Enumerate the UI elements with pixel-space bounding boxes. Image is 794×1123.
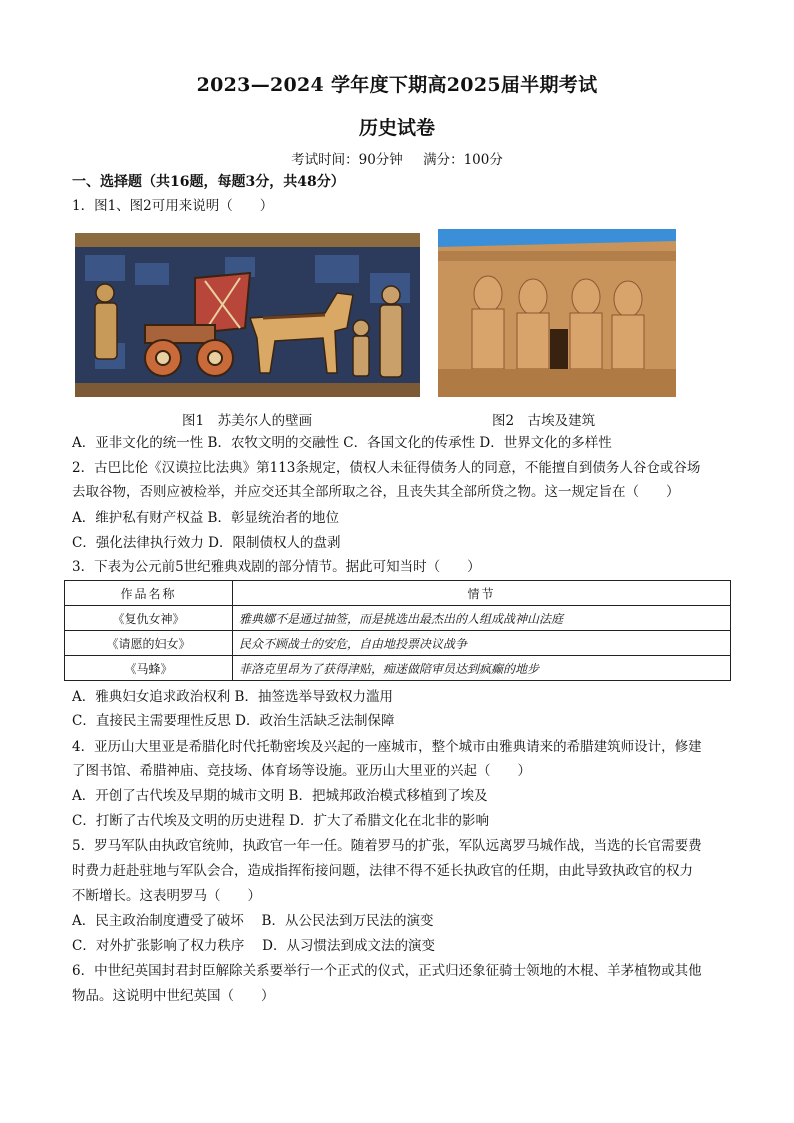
- table-cell-work: 《马蜂》: [65, 656, 233, 681]
- table-row: [65, 656, 731, 681]
- section-heading: 一、选择题（共16题，每题3分，共48分）: [72, 174, 345, 190]
- q4-stem-line1: 4．亚历山大里亚是希腊化时代托勒密埃及兴起的一座城市，整个城市由雅典请来的希腊建筑师设计，修建: [72, 739, 702, 755]
- table-cell-plot: 雅典娜不是通过抽签，而是挑选出最杰出的人组成战神山法庭: [233, 606, 731, 631]
- table-row: [65, 631, 731, 656]
- figure1-sumerian-mural: [75, 233, 420, 397]
- q3-stem: 3．下表为公元前5世纪雅典戏剧的部分情节。据此可知当时（ ）: [72, 559, 481, 575]
- exam-info: [0, 148, 794, 168]
- q1-stem: 1．图1、图2可用来说明（ ）: [72, 198, 274, 214]
- exam-time: 考试时间：90分钟: [291, 152, 403, 168]
- q5-options-ab: A．民主政治制度遭受了破坏 B．从公民法到万民法的演变: [72, 913, 434, 929]
- q3-options-cd: C．直接民主需要理性反思 D．政治生活缺乏法制保障: [72, 713, 395, 729]
- table-cell-plot: 菲洛克里昂为了获得津贴，痴迷做陪审员达到疯癫的地步: [233, 656, 731, 681]
- table-header-work: 作品名称: [65, 581, 233, 606]
- q2-stem-line2: 去取谷物，否则应被检举，并应交还其全部所取之谷，且丧失其全部所贷之物。这一规定旨在（ ）: [72, 484, 680, 500]
- q2-options-ab: A．维护私有财产权益 B．彰显统治者的地位: [72, 510, 339, 526]
- q1-options: A．亚非文化的统一性 B．农牧文明的交融性 C．各国文化的传承性 D．世界文化的多样性: [72, 435, 612, 451]
- table-header-row: [65, 581, 731, 606]
- exam-title: 2023—2024 学年度下期高2025届半期考试: [196, 74, 598, 96]
- q4-options-ab: A．开创了古代埃及早期的城市文明 B．把城邦政治模式移植到了埃及: [72, 788, 488, 804]
- table-cell-work: 《复仇女神》: [65, 606, 233, 631]
- figure1-caption: 图1 苏美尔人的壁画: [182, 413, 313, 429]
- exam-subtitle: 历史试卷: [358, 117, 435, 139]
- q2-stem-line1: 2．古巴比伦《汉谟拉比法典》第113条规定，债权人未征得债务人的同意，不能擅自到债务人谷仓或谷场: [72, 460, 701, 476]
- table-cell-plot: 民众不顾战士的安危，自由地投票决议战争: [233, 631, 731, 656]
- sumerian-mural-image: [75, 233, 420, 397]
- table-row: [65, 606, 731, 631]
- table-header-plot: 情节: [233, 581, 731, 606]
- full-score: 满分：100分: [423, 152, 503, 168]
- q4-options-cd: C．打断了古代埃及文明的历史进程 D．扩大了希腊文化在北非的影响: [72, 813, 489, 829]
- q6-stem-line2: 物品。这说明中世纪英国（ ）: [72, 988, 275, 1004]
- q3-drama-table: [64, 580, 731, 681]
- q5-options-cd: C．对外扩张影响了权力秩序 D．从习惯法到成文法的演变: [72, 938, 435, 954]
- q2-options-cd: C．强化法律执行效力 D．限制债权人的盘剥: [72, 535, 341, 551]
- figure2-caption: 图2 古埃及建筑: [492, 413, 596, 429]
- q6-stem-line1: 6．中世纪英国封君封臣解除关系要举行一个正式的仪式，正式归还象征骑士领地的木棍、羊茅植物或其他: [72, 963, 702, 979]
- egyptian-temple-image: [438, 229, 676, 397]
- q3-options-ab: A．雅典妇女追求政治权利 B．抽签选举导致权力滥用: [72, 689, 393, 705]
- table-cell-work: 《请愿的妇女》: [65, 631, 233, 656]
- q5-stem-line3: 不断增长。这表明罗马（ ）: [72, 888, 261, 904]
- q5-stem-line2: 时费力赶赴驻地与军队会合，造成指挥衔接问题，法律不得不延长执政官的任期，由此导致执政官的权力: [72, 863, 693, 879]
- figure2-egyptian-temple: [438, 229, 676, 397]
- q5-stem-line1: 5．罗马军队由执政官统帅，执政官一年一任。随着罗马的扩张，军队远离罗马城作战，当选的长官需要费: [72, 838, 702, 854]
- q4-stem-line2: 了图书馆、希腊神庙、竞技场、体育场等设施。亚历山大里亚的兴起（ ）: [72, 763, 531, 779]
